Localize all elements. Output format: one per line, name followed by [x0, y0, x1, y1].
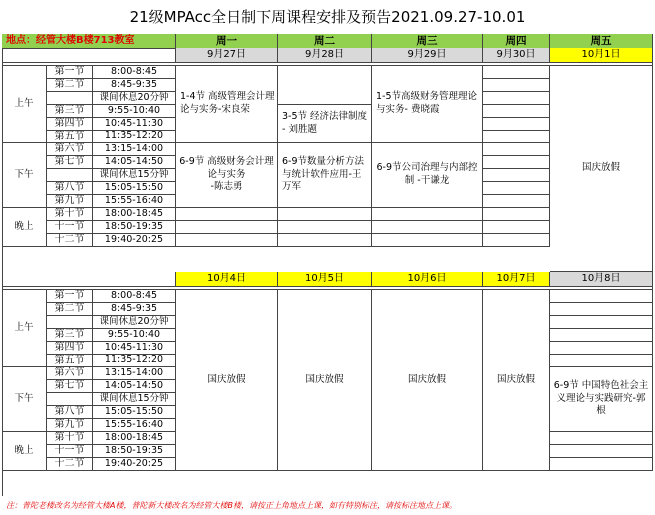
week2-period-time: 11:35-12:20: [93, 355, 176, 367]
week2-period-label: 第七节: [47, 380, 93, 393]
week1-period-time: 18:00-18:45: [93, 208, 176, 221]
week2-period-time: 15:55-16:40: [93, 419, 176, 432]
week1-date-thu: 9月30日: [483, 48, 550, 63]
week1-period-label: 第三节: [47, 105, 93, 118]
week2-period-time: 19:40-20:25: [93, 458, 176, 471]
week1-date-fri: 10月1日: [550, 48, 653, 63]
week2-period-label: 第一节: [47, 290, 93, 303]
week1-period-time: 14:05-14:50: [93, 156, 176, 169]
week1-date-tue: 9月28日: [278, 48, 372, 63]
week2-period-time: 15:05-15:50: [93, 406, 176, 419]
week1-break-label: [47, 169, 93, 182]
week1-period-label: 第十节: [47, 208, 93, 221]
week2-date-wed: 10月6日: [372, 272, 483, 287]
week1-empty-evening: [278, 234, 372, 247]
week1-period-time: 19:40-20:25: [93, 234, 176, 247]
week2-empty-fri: [550, 342, 653, 355]
week2-period-time: 18:00-18:45: [93, 432, 176, 445]
week2-course-wed: 国庆放假: [372, 290, 483, 471]
week1-session-afternoon: 下午: [2, 143, 47, 208]
week2-empty-fri: [550, 303, 653, 316]
week1-course-tue-pm: 6-9节数量分析方法与统计软件应用-王万军: [278, 143, 372, 208]
week2-empty-fri: [550, 290, 653, 303]
week1-empty-thu: [483, 182, 550, 195]
week1-course-fri: 国庆放假: [550, 66, 653, 272]
week1-period-time: 15:05-15:50: [93, 182, 176, 195]
week1-period-time: 8:00-8:45: [93, 66, 176, 79]
footer-note: 注：普陀老楼改名为经管大楼A楼，普陀新大楼改名为经管大楼B楼，请按正上角地点上课，如有特别标注，请按标注地点上课。: [6, 501, 457, 510]
week2-course-tue: 国庆放假: [278, 290, 372, 471]
week2-period-time: 8:00-8:45: [93, 290, 176, 303]
week1-empty-thu: [483, 79, 550, 92]
week2-empty-fri: [550, 445, 653, 458]
day-header-thu: 周四: [483, 34, 550, 49]
week1-break-time: 课间休息20分钟: [93, 92, 176, 105]
week1-empty-thu: [483, 234, 550, 247]
week2-period-time: 10:45-11:30: [93, 342, 176, 355]
week1-period-label: 第二节: [47, 79, 93, 92]
week1-empty-thu: [483, 169, 550, 182]
week2-break-label: [47, 393, 93, 406]
day-header-mon: 周一: [176, 34, 278, 49]
week1-period-time: 11:35-12:20: [93, 131, 176, 143]
week2-period-label: 第九节: [47, 419, 93, 432]
week2-empty-fri: [550, 432, 653, 445]
week1-period-time: 18:50-19:35: [93, 221, 176, 234]
week2-break-time: 课间休息20分钟: [93, 316, 176, 329]
week2-period-time: 14:05-14:50: [93, 380, 176, 393]
week1-period-label: 第五节: [47, 131, 93, 143]
week1-empty-evening: [176, 234, 278, 247]
week1-empty-evening: [176, 221, 278, 234]
week2-session-morning: 上午: [2, 290, 47, 367]
week1-session-evening: 晚上: [2, 208, 47, 247]
week1-empty-tue-am: [278, 66, 372, 105]
week1-empty-thu: [483, 66, 550, 79]
week2-break-label: [47, 316, 93, 329]
week1-empty-thu: [483, 92, 550, 105]
week2-period-label: 第八节: [47, 406, 93, 419]
week2-empty-fri: [550, 355, 653, 367]
week1-period-label: 第六节: [47, 143, 93, 156]
week2-period-label: 十一节: [47, 445, 93, 458]
week1-break-label: [47, 92, 93, 105]
week2-period-label: 第六节: [47, 367, 93, 380]
week1-break-time: 课间休息15分钟: [93, 169, 176, 182]
week1-period-label: 十一节: [47, 221, 93, 234]
week1-empty-thu: [483, 131, 550, 143]
week1-period-label: 十二节: [47, 234, 93, 247]
date-row-spacer-1: [2, 48, 176, 63]
week2-date-mon: 10月4日: [176, 272, 278, 287]
week1-period-label: 第七节: [47, 156, 93, 169]
week1-period-time: 13:15-14:00: [93, 143, 176, 156]
week2-date-thu: 10月7日: [483, 272, 550, 287]
week1-period-label: 第九节: [47, 195, 93, 208]
day-header-fri: 周五: [550, 34, 653, 49]
page-title: 21级MPAcc全日制下周课程安排及预告2021.09.27-10.01: [129, 8, 526, 26]
week1-empty-evening: [176, 208, 278, 221]
week2-course-fri: 6-9节 中国特色社会主义理论与实践研究-郭根: [550, 367, 653, 432]
week2-date-tue: 10月5日: [278, 272, 372, 287]
week2-period-time: 8:45-9:35: [93, 303, 176, 316]
week1-course-mon-pm: 6-9节 高级财务会计理论与实务 -陈志勇: [176, 143, 278, 208]
week1-period-label: 第四节: [47, 118, 93, 131]
week2-course-mon: 国庆放假: [176, 290, 278, 471]
week2-empty-fri: [550, 329, 653, 342]
week1-empty-thu: [483, 156, 550, 169]
week1-period-label: 第一节: [47, 66, 93, 79]
week1-empty-thu: [483, 118, 550, 131]
week2-period-time: 13:15-14:00: [93, 367, 176, 380]
week2-period-label: 十二节: [47, 458, 93, 471]
week1-course-wed-am: 1-5节高级财务管理理论与实务- 费晓霞: [372, 66, 483, 143]
week1-empty-evening: [372, 234, 483, 247]
week1-course-mon-am: 1-4节 高级管理会计理论与实务-宋良荣: [176, 66, 278, 143]
week2-session-evening: 晚上: [2, 432, 47, 471]
week2-empty-fri: [550, 316, 653, 329]
week2-period-label: 第二节: [47, 303, 93, 316]
week1-course-wed-pm: 6-9节公司治理与内部控制 -干谦龙: [372, 143, 483, 208]
day-header-wed: 周三: [372, 34, 483, 49]
week1-empty-thu: [483, 105, 550, 118]
week1-date-mon: 9月27日: [176, 48, 278, 63]
week2-period-time: 18:50-19:35: [93, 445, 176, 458]
week1-empty-thu: [483, 221, 550, 234]
week2-session-afternoon: 下午: [2, 367, 47, 432]
week1-empty-thu: [483, 143, 550, 156]
week2-period-label: 第十节: [47, 432, 93, 445]
week1-empty-evening: [278, 221, 372, 234]
week1-period-time: 9:55-10:40: [93, 105, 176, 118]
location-label: 地点：经管大楼B楼713教室: [2, 34, 176, 49]
week1-period-time: 8:45-9:35: [93, 79, 176, 92]
week1-session-morning: 上午: [2, 66, 47, 143]
week1-period-time: 10:45-11:30: [93, 118, 176, 131]
week1-empty-evening: [278, 208, 372, 221]
week1-period-time: 15:55-16:40: [93, 195, 176, 208]
week1-empty-evening: [372, 208, 483, 221]
week2-date-fri: 10月8日: [550, 272, 653, 287]
week2-break-time: 课间休息15分钟: [93, 393, 176, 406]
week2-empty-fri: [550, 458, 653, 471]
week1-date-wed: 9月29日: [372, 48, 483, 63]
week2-period-time: 9:55-10:40: [93, 329, 176, 342]
week1-empty-thu: [483, 208, 550, 221]
date-row-spacer-2: [2, 272, 176, 287]
week2-course-thu: 国庆放假: [483, 290, 550, 471]
week1-empty-evening: [372, 221, 483, 234]
week2-period-label: 第三节: [47, 329, 93, 342]
week1-empty-thu: [483, 195, 550, 208]
week1-course-tue-am: 3-5节 经济法律制度 - 刘胜题: [278, 105, 372, 143]
week2-period-label: 第四节: [47, 342, 93, 355]
day-header-tue: 周二: [278, 34, 372, 49]
week1-period-label: 第八节: [47, 182, 93, 195]
week2-period-label: 第五节: [47, 355, 93, 367]
